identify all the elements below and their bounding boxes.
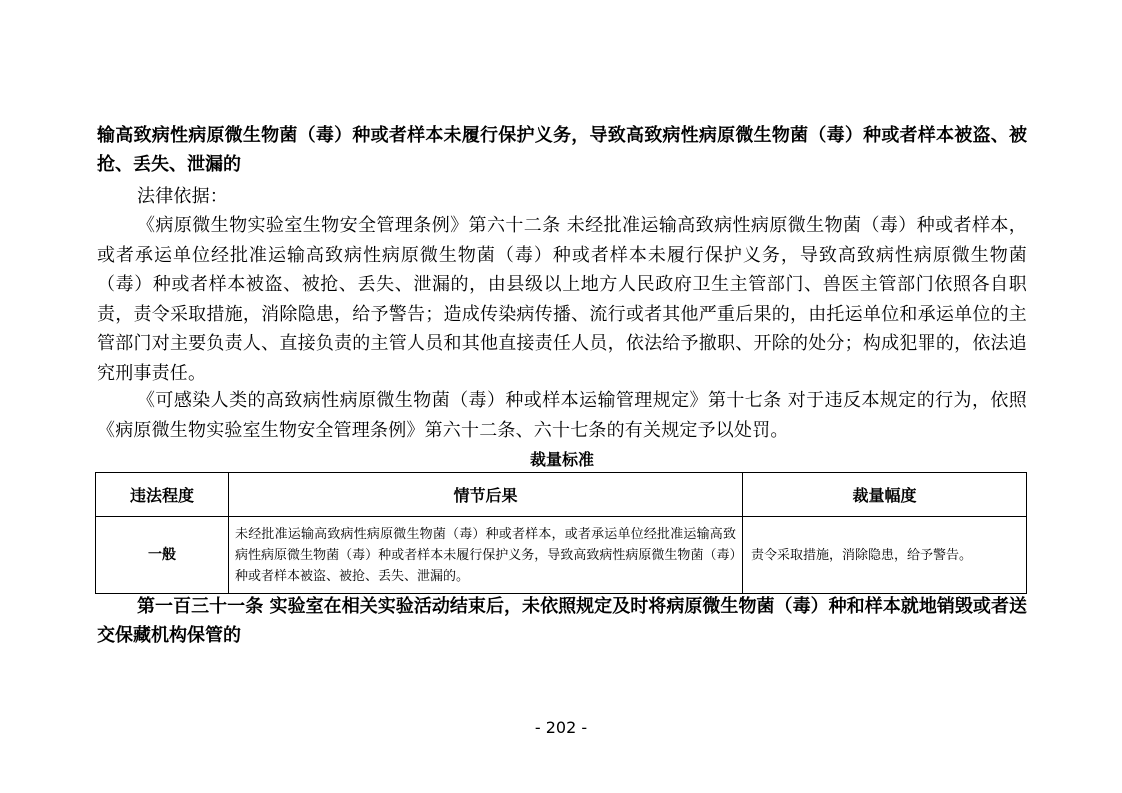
cell-penalty: 责令采取措施，消除隐患，给予警告。 — [743, 517, 1027, 594]
section-heading-continued: 输高致病性病原微生物菌（毒）种或者样本未履行保护义务，导致高致病性病原微生物菌（毒）种或者样本被盗、被抢、丢失、泄漏的 — [97, 125, 1027, 175]
cell-facts: 未经批准运输高致病性病原微生物菌（毒）种或者样本，或者承运单位经批准运输高致病性病原微生物菌（毒）种或者样本未履行保护义务，导致高致病性病原微生物菌（毒）种或者样本被盗、被抢、丢失、泄漏的。 — [229, 517, 743, 594]
table-caption: 裁量标准 — [529, 450, 594, 469]
table-header-row — [96, 473, 1027, 517]
legal-basis-label: 法律依据： — [137, 186, 228, 207]
legal-basis-paragraph-2: 《可感染人类的高致病性病原微生物菌（毒）种或样本运输管理规定》第十七条 对于违反本规定的行为，依照《病原微生物实验室生物安全管理条例》第六十二条、六十七条的有关规定予以处罚。 — [97, 390, 1027, 441]
page-number: - 202 - — [534, 718, 588, 737]
header-violation-degree: 违法程度 — [96, 473, 229, 517]
discretion-standard-table — [95, 472, 1027, 594]
table-row — [96, 517, 1027, 594]
cell-level: 一般 — [96, 517, 229, 594]
next-article-heading: 第一百三十一条 实验室在相关实验活动结束后，未依照规定及时将病原微生物菌（毒）种和样本就地销毁或者送交保藏机构保管的 — [97, 596, 1027, 646]
header-discretion-range: 裁量幅度 — [743, 473, 1027, 517]
header-circumstances: 情节后果 — [229, 473, 743, 517]
legal-basis-paragraph-1: 《病原微生物实验室生物安全管理条例》第六十二条 未经批准运输高致病性病原微生物菌（毒）种或者样本，或者承运单位经批准运输高致病性病原微生物菌（毒）种或者样本未履行保护义务，导致高致病性病原微生物菌（毒）种或者样本被盗、被抢、丢失、泄漏的，由县级以上地方人民政府卫生主管部门、兽医主管部门依照各自职责，责令采取措施，消除隐患，给予警告；造成传染病传播、流行或者其他严重后果的，由托运单位和承运单位的主管部门对主要负责人、直接负责的主管人员和其他直接责任人员，依法给予撤职、开除的处分；构成犯罪的，依法追究刑事责任。 — [97, 215, 1027, 384]
